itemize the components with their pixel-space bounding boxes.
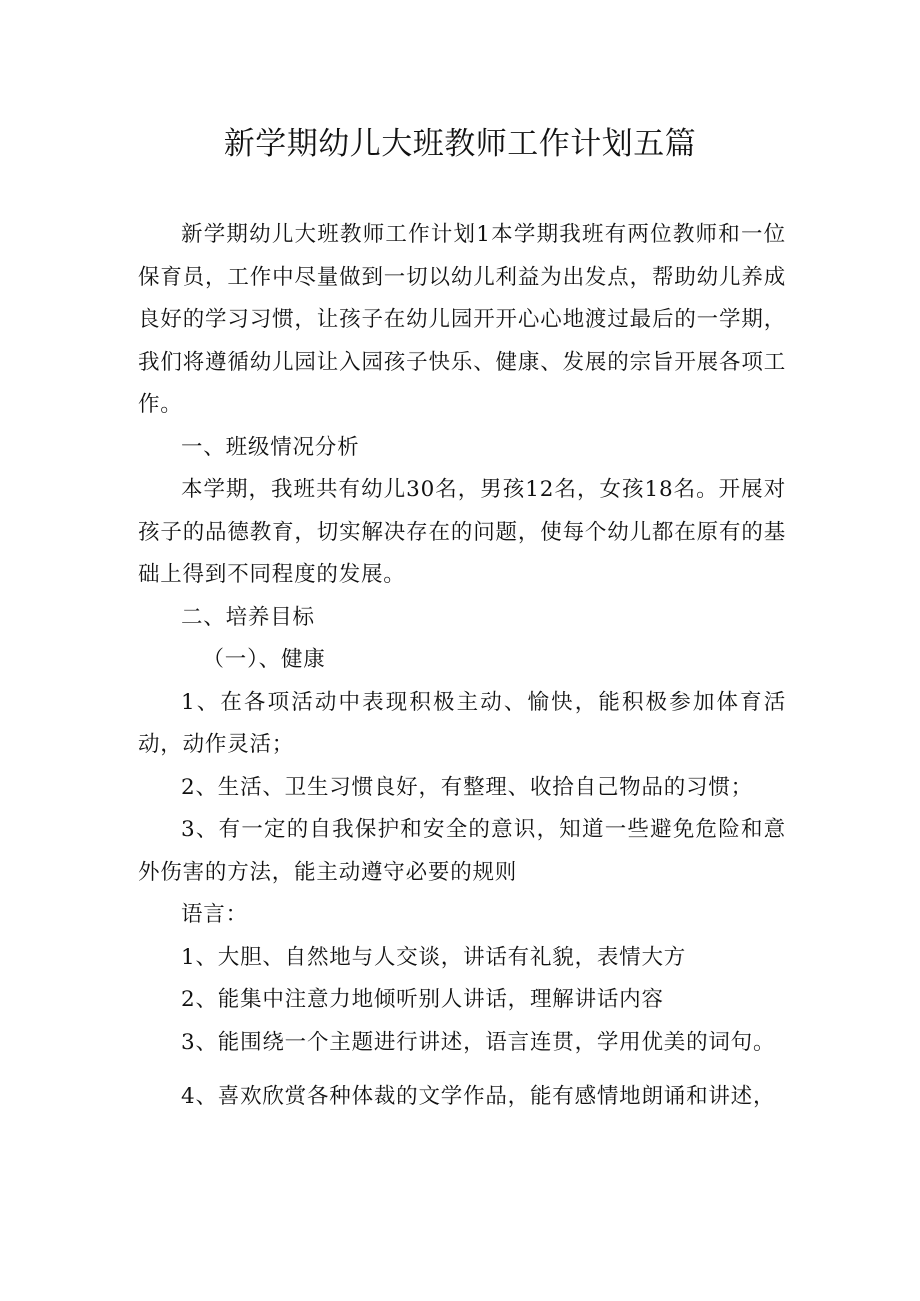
language-item-2: 2、能集中注意力地倾听别人讲话，理解讲话内容 [181, 987, 664, 1012]
class-analysis-paragraph: 本学期，我班共有幼儿30名，男孩12名，女孩18名。开展对孩子的品德教育，切实解决存在的问题，使每个幼儿都在原有的基础上得到不同程度的发展。 [138, 477, 786, 587]
language-item-3: 3、能围绕一个主题进行讲述，语言连贯，学用优美的词句。 [181, 1029, 776, 1055]
intro-paragraph: 新学期幼儿大班教师工作计划1本学期我班有两位教师和一位保育员，工作中尽量做到一切以幼儿利益为出发点，帮助幼儿养成良好的学习习惯，让孩子在幼儿园开开心心地渡过最后的一学期，我们将遵循幼儿园让入园孩子快乐、健康、发展的宗旨开展各项工作。 [138, 222, 786, 417]
document-body [138, 214, 786, 1119]
health-item-1: 1、在各项活动中表现积极主动、愉快，能积极参加体育活动，动作灵活； [138, 689, 786, 757]
subsection-heading-health: （一）、健康 [202, 647, 326, 672]
section-heading-class-analysis: 一、班级情况分析 [181, 434, 360, 460]
health-item-3: 3、有一定的自我保护和安全的意识，知道一些避免危险和意外伤害的方法，能主动遵守必要的规则 [138, 817, 786, 885]
language-item-1: 1、大胆、自然地与人交谈，讲话有礼貌，表情大方 [181, 944, 687, 970]
document-title: 新学期幼儿大班教师工作计划五篇 [223, 126, 697, 162]
health-item-2: 2、生活、卫生习惯良好，有整理、收拾自己物品的习惯； [181, 774, 753, 800]
subsection-heading-language: 语言： [181, 902, 248, 927]
language-item-4: 4、喜欢欣赏各种体裁的文学作品，能有感情地朗诵和讲述， [181, 1084, 776, 1109]
section-heading-goals: 二、培养目标 [181, 604, 315, 630]
